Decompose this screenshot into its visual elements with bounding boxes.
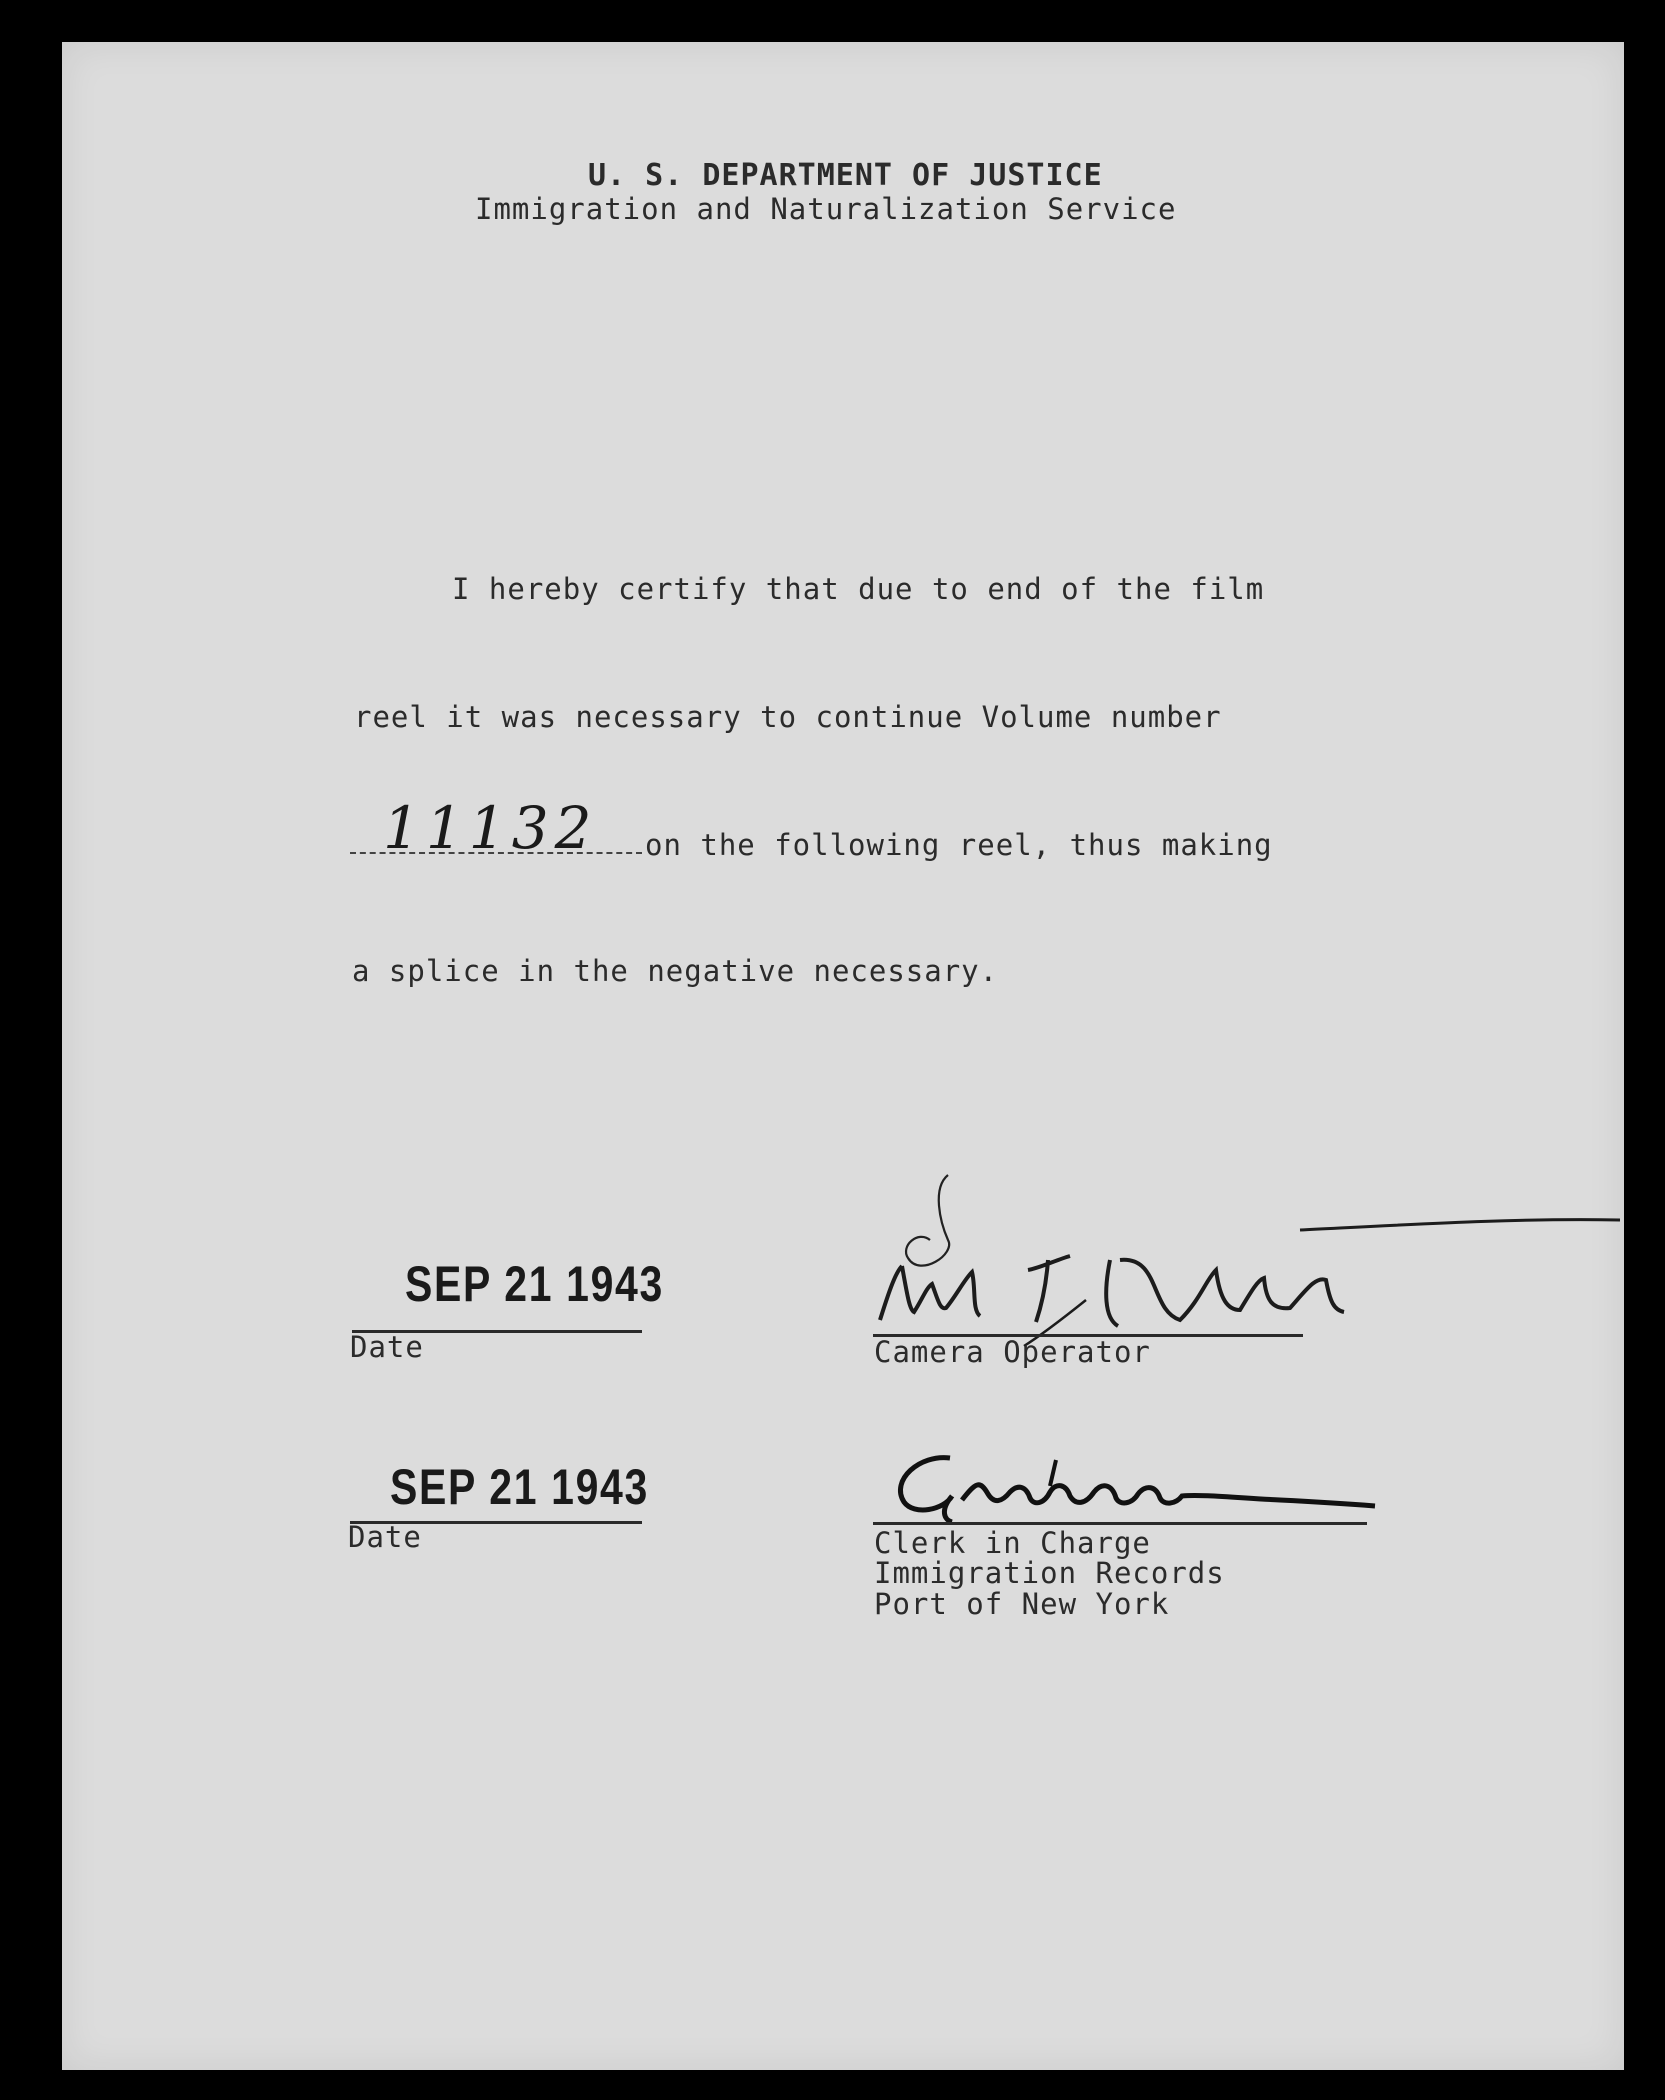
- certification-line-1: I hereby certify that due to end of the film: [452, 572, 1265, 606]
- clerk-title-line-2: Immigration Records: [874, 1556, 1225, 1590]
- service-heading: Immigration and Naturalization Service: [475, 192, 1177, 226]
- date-label-clerk: Date: [348, 1520, 422, 1554]
- clerk-title-line-1: Clerk in Charge: [874, 1526, 1151, 1560]
- date-stamp-clerk: SEP 21 1943: [390, 1459, 649, 1515]
- volume-number-blank-line: [350, 852, 642, 854]
- certification-line-4: a splice in the negative necessary.: [352, 954, 999, 988]
- document-page: [62, 42, 1624, 2070]
- camera-operator-signature: [860, 1160, 1620, 1350]
- clerk-signature: [880, 1440, 1380, 1530]
- signature-line-clerk: [873, 1522, 1367, 1525]
- clerk-title-line-3: Port of New York: [874, 1587, 1170, 1621]
- certification-line-2: reel it was necessary to continue Volume number: [354, 700, 1222, 734]
- camera-operator-label: Camera Operator: [874, 1335, 1151, 1369]
- volume-number-handwritten: 11132: [383, 794, 598, 862]
- department-heading: U. S. DEPARTMENT OF JUSTICE: [588, 158, 1103, 193]
- date-stamp-camera: SEP 21 1943: [405, 1256, 664, 1312]
- date-label-camera: Date: [350, 1330, 424, 1364]
- certification-line-3: on the following reel, thus making: [645, 828, 1273, 862]
